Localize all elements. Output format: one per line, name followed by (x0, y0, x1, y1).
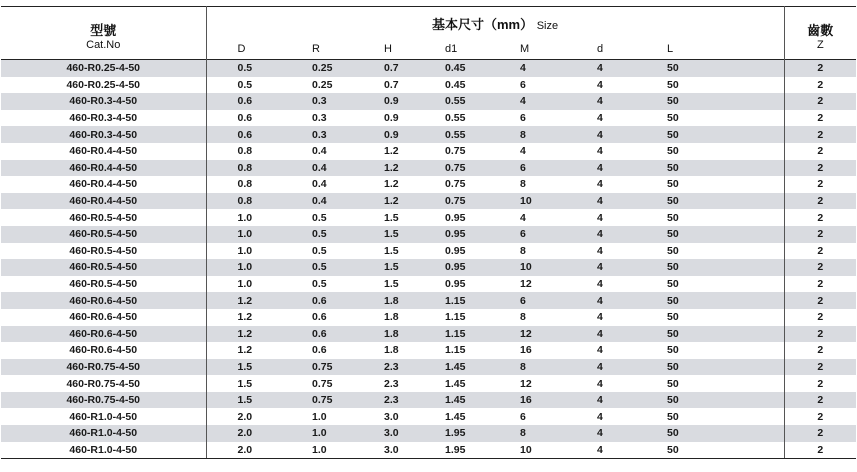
cell-cat-no: 460-R0.5-4-50 (1, 209, 206, 226)
size-header-cn: 基本尺寸（mm） (431, 16, 534, 32)
cell-m: 4 (487, 93, 561, 110)
cell-l: 50 (632, 442, 784, 459)
cell-h: 1.2 (384, 178, 399, 191)
cell-r: 0.25 (275, 60, 348, 77)
teeth-header-en: Z (816, 39, 824, 51)
cell-m: 6 (487, 292, 561, 309)
cell-d1: 1.15 (415, 326, 487, 343)
cell-z: 2 (817, 178, 824, 191)
cell-l: 50 (632, 342, 784, 359)
cell-m: 12 (520, 278, 532, 291)
cell-d-lower: 4 (597, 211, 603, 224)
cell-cat-no: 460-R0.5-4-50 (1, 276, 206, 293)
cell-r: 0.6 (312, 344, 327, 357)
cell-d-upper: 1.0 (206, 259, 275, 276)
cell-d-upper: 2.0 (206, 442, 275, 459)
cell-r: 0.75 (275, 392, 348, 409)
col-header-d-upper: D (237, 43, 246, 55)
cell-h: 3.0 (384, 410, 399, 423)
cell-l: 50 (632, 93, 784, 110)
cell-m: 10 (487, 259, 561, 276)
cell-r: 0.3 (312, 112, 327, 125)
cell-z: 2 (817, 344, 824, 357)
cell-m: 8 (487, 425, 561, 442)
cell-d1: 0.75 (415, 193, 487, 210)
cell-l: 50 (632, 259, 784, 276)
cell-d-upper: 0.8 (206, 193, 275, 210)
cell-r: 0.4 (312, 145, 327, 158)
cell-l: 50 (632, 375, 784, 392)
cell-m: 12 (520, 377, 532, 390)
table-row (1, 425, 856, 442)
cell-m: 8 (520, 244, 526, 257)
cell-d-lower: 4 (561, 126, 632, 143)
cell-cat-no: 460-R0.6-4-50 (1, 342, 206, 359)
cell-d1: 1.45 (415, 392, 487, 409)
cell-m: 8 (520, 178, 526, 191)
cell-h: 1.5 (348, 259, 415, 276)
cell-r: 0.5 (312, 211, 327, 224)
cell-z: 2 (817, 410, 824, 423)
cell-d-upper: 1.2 (206, 292, 275, 309)
table-row (1, 93, 856, 110)
cell-cat-no: 460-R0.5-4-50 (1, 226, 206, 243)
cell-z: 2 (784, 193, 856, 210)
cell-r: 0.6 (312, 311, 327, 324)
cell-r: 0.6 (275, 326, 348, 343)
table-row (1, 110, 856, 127)
cell-z: 2 (817, 145, 824, 158)
cell-cat-no: 460-R0.75-4-50 (1, 392, 206, 409)
cell-cat-no: 460-R0.4-4-50 (1, 176, 206, 193)
cell-d-lower: 4 (561, 392, 632, 409)
cat-header-en: Cat.No (1, 39, 206, 60)
cell-d1: 1.45 (445, 377, 466, 390)
cell-d1: 1.15 (445, 344, 466, 357)
cell-d-lower: 4 (561, 442, 632, 459)
cell-cat-no: 460-R0.4-4-50 (1, 193, 206, 210)
cell-d-lower: 4 (597, 145, 603, 158)
cell-h: 1.5 (384, 244, 399, 257)
cell-d1: 0.45 (415, 60, 487, 77)
cat-header-cn: 型號 (1, 7, 206, 40)
cell-m: 6 (520, 78, 526, 91)
spec-table (1, 6, 856, 459)
cell-m: 8 (487, 359, 561, 376)
cell-d-upper: 0.8 (206, 160, 275, 177)
cell-d-upper: 0.5 (237, 78, 253, 91)
cell-d1: 1.15 (415, 292, 487, 309)
cell-d1: 0.55 (415, 126, 487, 143)
cell-z: 2 (784, 326, 856, 343)
table-row (1, 60, 856, 77)
cell-d-lower: 4 (597, 344, 603, 357)
cell-d-upper: 0.5 (206, 60, 275, 77)
table-row (1, 276, 856, 293)
cell-d-upper: 1.5 (206, 392, 275, 409)
cell-d-lower: 4 (561, 93, 632, 110)
table-row (1, 326, 856, 343)
cell-r: 0.5 (312, 278, 327, 291)
cell-d-upper: 0.8 (237, 178, 253, 191)
cell-l: 50 (632, 425, 784, 442)
cell-z: 2 (784, 259, 856, 276)
cell-r: 0.3 (275, 126, 348, 143)
cell-d1: 1.45 (445, 410, 466, 423)
table-row (1, 126, 856, 143)
table-header (1, 7, 856, 60)
cell-d-lower: 4 (597, 178, 603, 191)
table-row (1, 442, 856, 459)
cell-d-lower: 4 (561, 226, 632, 243)
cell-cat-no: 460-R1.0-4-50 (1, 442, 206, 459)
cell-cat-no: 460-R0.6-4-50 (1, 309, 206, 326)
cell-r: 0.4 (275, 160, 348, 177)
cell-d1: 0.75 (415, 160, 487, 177)
cell-d1: 1.95 (415, 442, 487, 459)
cell-z: 2 (817, 211, 824, 224)
cell-d-upper: 1.2 (206, 326, 275, 343)
cell-z: 2 (784, 126, 856, 143)
cell-r: 0.25 (312, 78, 333, 91)
cell-z: 2 (784, 226, 856, 243)
cell-r: 0.6 (275, 292, 348, 309)
cell-m: 4 (520, 211, 526, 224)
cell-l: 50 (632, 408, 784, 425)
cell-l: 50 (632, 209, 784, 226)
cell-d-lower: 4 (597, 112, 603, 125)
cell-cat-no: 460-R0.25-4-50 (1, 60, 206, 77)
cell-r: 1.0 (275, 442, 348, 459)
cell-d-upper: 1.0 (237, 211, 253, 224)
cell-d1: 0.55 (445, 112, 466, 125)
cell-r: 1.0 (312, 410, 327, 423)
cell-z: 2 (784, 392, 856, 409)
table-row (1, 77, 856, 94)
cell-d-lower: 4 (597, 311, 603, 324)
table-row (1, 143, 856, 160)
cell-z: 2 (817, 377, 824, 390)
cell-l: 50 (632, 193, 784, 210)
table-row (1, 176, 856, 193)
cell-l: 50 (632, 243, 784, 260)
cell-h: 1.2 (348, 193, 415, 210)
col-header-m: M (520, 43, 530, 55)
cell-d1: 0.55 (415, 93, 487, 110)
cell-cat-no: 460-R0.3-4-50 (1, 126, 206, 143)
cell-d-lower: 4 (561, 425, 632, 442)
cell-d-lower: 4 (561, 292, 632, 309)
cell-h: 1.8 (384, 344, 399, 357)
table-row (1, 226, 856, 243)
cell-h: 1.8 (348, 292, 415, 309)
table-row (1, 259, 856, 276)
cell-l: 50 (632, 143, 784, 160)
cell-cat-no: 460-R0.3-4-50 (1, 93, 206, 110)
cell-r: 0.4 (275, 193, 348, 210)
cell-d1: 0.75 (445, 178, 466, 191)
cell-r: 0.5 (275, 226, 348, 243)
cell-m: 6 (520, 112, 526, 125)
table-row (1, 160, 856, 177)
cell-h: 0.7 (348, 60, 415, 77)
table-body (1, 60, 856, 459)
cell-d-upper: 0.8 (237, 145, 253, 158)
cell-l: 50 (632, 392, 784, 409)
cell-d1: 0.45 (445, 78, 466, 91)
cell-d-upper: 0.6 (206, 126, 275, 143)
cell-m: 6 (487, 226, 561, 243)
cell-z: 2 (784, 60, 856, 77)
cell-h: 1.8 (348, 326, 415, 343)
cell-cat-no: 460-R0.5-4-50 (1, 259, 206, 276)
cell-d-lower: 4 (561, 326, 632, 343)
cell-l: 50 (632, 226, 784, 243)
cell-h: 1.2 (348, 160, 415, 177)
cell-cat-no: 460-R0.6-4-50 (1, 292, 206, 309)
cell-d-lower: 4 (561, 160, 632, 177)
cell-h: 1.5 (348, 226, 415, 243)
cell-cat-no: 460-R0.4-4-50 (1, 160, 206, 177)
cell-h: 1.2 (384, 145, 399, 158)
cell-h: 0.9 (348, 126, 415, 143)
cell-z: 2 (784, 359, 856, 376)
cell-d1: 1.45 (415, 359, 487, 376)
cell-h: 1.8 (384, 311, 399, 324)
table-row (1, 342, 856, 359)
cell-d1: 1.15 (445, 311, 466, 324)
cell-l: 50 (632, 309, 784, 326)
cell-z: 2 (817, 112, 824, 125)
col-header-d1: d1 (445, 43, 458, 55)
cell-cat-no: 460-R0.5-4-50 (1, 243, 206, 260)
col-header-d-lower: d (597, 43, 604, 55)
cell-z: 2 (817, 278, 824, 291)
col-header-l: L (632, 39, 784, 60)
cell-d-upper: 2.0 (237, 410, 253, 423)
cell-l: 50 (632, 176, 784, 193)
cell-d-lower: 4 (597, 244, 603, 257)
col-header-r: R (312, 43, 320, 55)
cell-l: 50 (632, 326, 784, 343)
cell-l: 50 (632, 160, 784, 177)
cell-d-lower: 4 (561, 193, 632, 210)
cell-d-lower: 4 (597, 278, 603, 291)
cell-z: 2 (784, 442, 856, 459)
cell-m: 8 (487, 126, 561, 143)
cell-m: 10 (487, 193, 561, 210)
cell-cat-no: 460-R0.25-4-50 (1, 77, 206, 94)
cell-l: 50 (632, 60, 784, 77)
cell-d1: 1.95 (415, 425, 487, 442)
cell-l: 50 (632, 77, 784, 94)
cell-d-upper: 2.0 (206, 425, 275, 442)
cell-m: 8 (520, 311, 526, 324)
table-row (1, 209, 856, 226)
cell-d1: 0.95 (445, 244, 466, 257)
cell-d-upper: 1.0 (237, 244, 253, 257)
table-row (1, 375, 856, 392)
cell-d-upper: 1.0 (237, 278, 253, 291)
cell-cat-no: 460-R0.75-4-50 (1, 359, 206, 376)
cell-r: 0.75 (275, 359, 348, 376)
cell-l: 50 (632, 110, 784, 127)
table-row (1, 408, 856, 425)
cell-d-upper: 0.6 (237, 112, 253, 125)
table-row (1, 309, 856, 326)
table-row (1, 193, 856, 210)
cell-m: 4 (520, 145, 526, 158)
cell-d1: 0.95 (415, 226, 487, 243)
cell-cat-no: 460-R1.0-4-50 (1, 408, 206, 425)
cell-r: 0.4 (312, 178, 327, 191)
cell-r: 1.0 (275, 425, 348, 442)
cell-h: 0.7 (384, 78, 399, 91)
cell-m: 10 (487, 442, 561, 459)
cell-cat-no: 460-R0.75-4-50 (1, 375, 206, 392)
cell-h: 1.5 (384, 278, 399, 291)
table-row (1, 243, 856, 260)
teeth-header-cn: 齒數 (807, 23, 834, 38)
cell-m: 4 (487, 60, 561, 77)
cell-h: 3.0 (348, 442, 415, 459)
cell-z: 2 (817, 311, 824, 324)
cell-h: 2.3 (348, 392, 415, 409)
cell-d-lower: 4 (561, 259, 632, 276)
cell-z: 2 (784, 160, 856, 177)
cell-h: 0.9 (384, 112, 399, 125)
cell-d1: 0.95 (445, 211, 466, 224)
cell-z: 2 (784, 292, 856, 309)
cell-r: 0.75 (312, 377, 333, 390)
cell-l: 50 (632, 359, 784, 376)
cell-d-upper: 0.6 (206, 93, 275, 110)
cell-r: 0.5 (275, 259, 348, 276)
cell-d1: 0.75 (445, 145, 466, 158)
size-header-en: Size (536, 19, 559, 32)
cell-d-upper: 1.2 (237, 311, 253, 324)
cell-z: 2 (817, 78, 824, 91)
cell-d1: 0.95 (445, 278, 466, 291)
cell-z: 2 (784, 425, 856, 442)
cell-d-upper: 1.5 (237, 377, 253, 390)
cell-cat-no: 460-R0.3-4-50 (1, 110, 206, 127)
cell-h: 3.0 (348, 425, 415, 442)
cell-d-lower: 4 (597, 377, 603, 390)
cell-h: 2.3 (348, 359, 415, 376)
table-row (1, 359, 856, 376)
table-row (1, 292, 856, 309)
cell-d-lower: 4 (561, 359, 632, 376)
cell-m: 12 (487, 326, 561, 343)
cell-d-upper: 1.0 (206, 226, 275, 243)
table-row (1, 392, 856, 409)
cell-l: 50 (632, 276, 784, 293)
cell-h: 0.9 (348, 93, 415, 110)
cell-r: 0.3 (275, 93, 348, 110)
cell-cat-no: 460-R1.0-4-50 (1, 425, 206, 442)
cell-m: 6 (520, 410, 526, 423)
cell-l: 50 (632, 126, 784, 143)
cell-d1: 0.95 (415, 259, 487, 276)
cell-m: 16 (487, 392, 561, 409)
col-header-h: H (384, 43, 392, 55)
size-header (206, 7, 784, 40)
cell-m: 16 (520, 344, 532, 357)
cell-h: 1.5 (384, 211, 399, 224)
cell-z: 2 (817, 244, 824, 257)
cell-d-lower: 4 (597, 78, 603, 91)
cell-d-lower: 4 (561, 60, 632, 77)
cell-m: 6 (487, 160, 561, 177)
cell-d-upper: 1.5 (206, 359, 275, 376)
cell-d-upper: 1.2 (237, 344, 253, 357)
cell-d-lower: 4 (597, 410, 603, 423)
cell-h: 2.3 (384, 377, 399, 390)
cell-z: 2 (784, 93, 856, 110)
cell-cat-no: 460-R0.4-4-50 (1, 143, 206, 160)
cell-cat-no: 460-R0.6-4-50 (1, 326, 206, 343)
cell-l: 50 (632, 292, 784, 309)
cell-r: 0.5 (312, 244, 327, 257)
